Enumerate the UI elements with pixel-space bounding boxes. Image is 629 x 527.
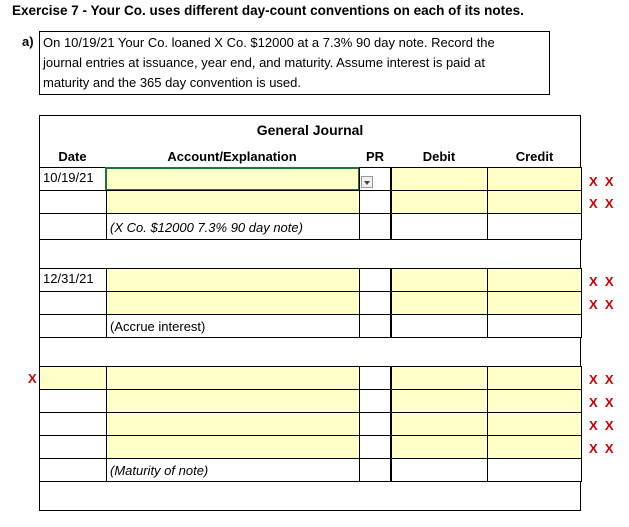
entry3-pr-cell-1[interactable] bbox=[359, 366, 391, 390]
entry1-debit-cell-3 bbox=[391, 213, 488, 240]
entry3-date-cell-4 bbox=[39, 435, 107, 459]
entry2-date-cell[interactable]: 12/31/21 bbox=[39, 268, 107, 292]
entry1-date-cell-3 bbox=[39, 213, 107, 240]
entry2-pr-cell-2[interactable] bbox=[359, 291, 391, 315]
entry3-credit-input-1[interactable] bbox=[487, 366, 582, 390]
entry1-credit-input-1[interactable] bbox=[487, 167, 582, 191]
problem-statement bbox=[39, 31, 550, 95]
entry3-account-input-4[interactable] bbox=[106, 435, 360, 459]
entry3-pr-cell-4[interactable] bbox=[359, 435, 391, 459]
entry3-account-input-3[interactable] bbox=[106, 412, 360, 436]
date-error-mark: X bbox=[28, 371, 37, 386]
error-mark: X X bbox=[589, 297, 614, 312]
entry1-credit-cell-3 bbox=[487, 213, 582, 240]
error-mark: X X bbox=[589, 418, 614, 433]
entry1-debit-input-1[interactable] bbox=[391, 167, 488, 191]
entry3-date-cell-3 bbox=[39, 412, 107, 436]
entry2-pr-cell-3 bbox=[359, 314, 391, 338]
entry2-debit-cell-3 bbox=[391, 314, 488, 338]
entry1-date-cell-2 bbox=[39, 190, 107, 214]
entry1-account-input-2[interactable] bbox=[106, 190, 360, 214]
entry2-debit-input-2[interactable] bbox=[391, 291, 488, 315]
entry3-pr-cell-2[interactable] bbox=[359, 389, 391, 413]
problem-line-2: journal entries at issuance, year end, and maturity. Assume interest is paid at bbox=[43, 55, 485, 70]
entry3-debit-input-1[interactable] bbox=[391, 366, 488, 390]
entry3-pr-cell-3[interactable] bbox=[359, 412, 391, 436]
entry2-account-input-1[interactable] bbox=[106, 268, 360, 292]
error-mark: X X bbox=[589, 372, 614, 387]
entry3-credit-cell-5 bbox=[487, 458, 582, 482]
entry3-date-input[interactable] bbox=[39, 366, 107, 390]
error-mark: X X bbox=[589, 395, 614, 410]
entry1-credit-input-2[interactable] bbox=[487, 190, 582, 214]
entry3-credit-input-3[interactable] bbox=[487, 412, 582, 436]
dropdown-arrow-icon[interactable] bbox=[361, 176, 373, 188]
entry2-credit-input-1[interactable] bbox=[487, 268, 582, 292]
error-mark: X X bbox=[589, 174, 614, 189]
entry3-account-input-2[interactable] bbox=[106, 389, 360, 413]
problem-line-3: maturity and the 365 day convention is used. bbox=[43, 75, 301, 90]
entry2-account-input-2[interactable] bbox=[106, 291, 360, 315]
entry3-memo: (Maturity of note) bbox=[106, 458, 360, 482]
entry3-debit-input-3[interactable] bbox=[391, 412, 488, 436]
entry1-pr-cell-2[interactable] bbox=[359, 190, 391, 214]
header-date: Date bbox=[58, 149, 87, 164]
entry1-pr-cell-3 bbox=[359, 213, 391, 240]
problem-line-1: On 10/19/21 Your Co. loaned X Co. $12000 at a 7.3% 90 day note. Record the bbox=[43, 35, 495, 50]
error-mark: X X bbox=[589, 274, 614, 289]
entry2-credit-input-2[interactable] bbox=[487, 291, 582, 315]
entry1-date-cell[interactable]: 10/19/21 bbox=[39, 167, 107, 191]
entry3-account-input-1[interactable] bbox=[106, 366, 360, 390]
entry2-memo: (Accrue interest) bbox=[106, 314, 360, 338]
entry1-memo: (X Co. $12000 7.3% 90 day note) bbox=[106, 213, 360, 240]
entry3-date-cell-2 bbox=[39, 389, 107, 413]
header-pr: PR bbox=[365, 149, 385, 164]
entry3-credit-input-4[interactable] bbox=[487, 435, 582, 459]
part-label: a) bbox=[22, 34, 34, 49]
entry2-pr-cell-1[interactable] bbox=[359, 268, 391, 292]
entry3-debit-input-2[interactable] bbox=[391, 389, 488, 413]
entry2-date-cell-2 bbox=[39, 291, 107, 315]
header-account: Account/Explanation bbox=[167, 149, 297, 164]
entry2-date-cell-3 bbox=[39, 314, 107, 338]
entry3-pr-cell-5 bbox=[359, 458, 391, 482]
entry3-date-cell-5 bbox=[39, 458, 107, 482]
exercise-title: Exercise 7 - Your Co. uses different day-count conventions on each of its notes. bbox=[12, 3, 524, 18]
header-debit: Debit bbox=[422, 149, 456, 164]
entry3-credit-input-2[interactable] bbox=[487, 389, 582, 413]
entry2-credit-cell-3 bbox=[487, 314, 582, 338]
error-mark: X X bbox=[589, 441, 614, 456]
entry2-debit-input-1[interactable] bbox=[391, 268, 488, 292]
entry3-debit-input-4[interactable] bbox=[391, 435, 488, 459]
entry3-debit-cell-5 bbox=[391, 458, 488, 482]
journal-title: General Journal bbox=[256, 122, 364, 138]
header-credit: Credit bbox=[515, 149, 554, 164]
error-mark: X X bbox=[589, 196, 614, 211]
entry1-account-input-1[interactable] bbox=[105, 167, 360, 191]
entry1-debit-input-2[interactable] bbox=[391, 190, 488, 214]
